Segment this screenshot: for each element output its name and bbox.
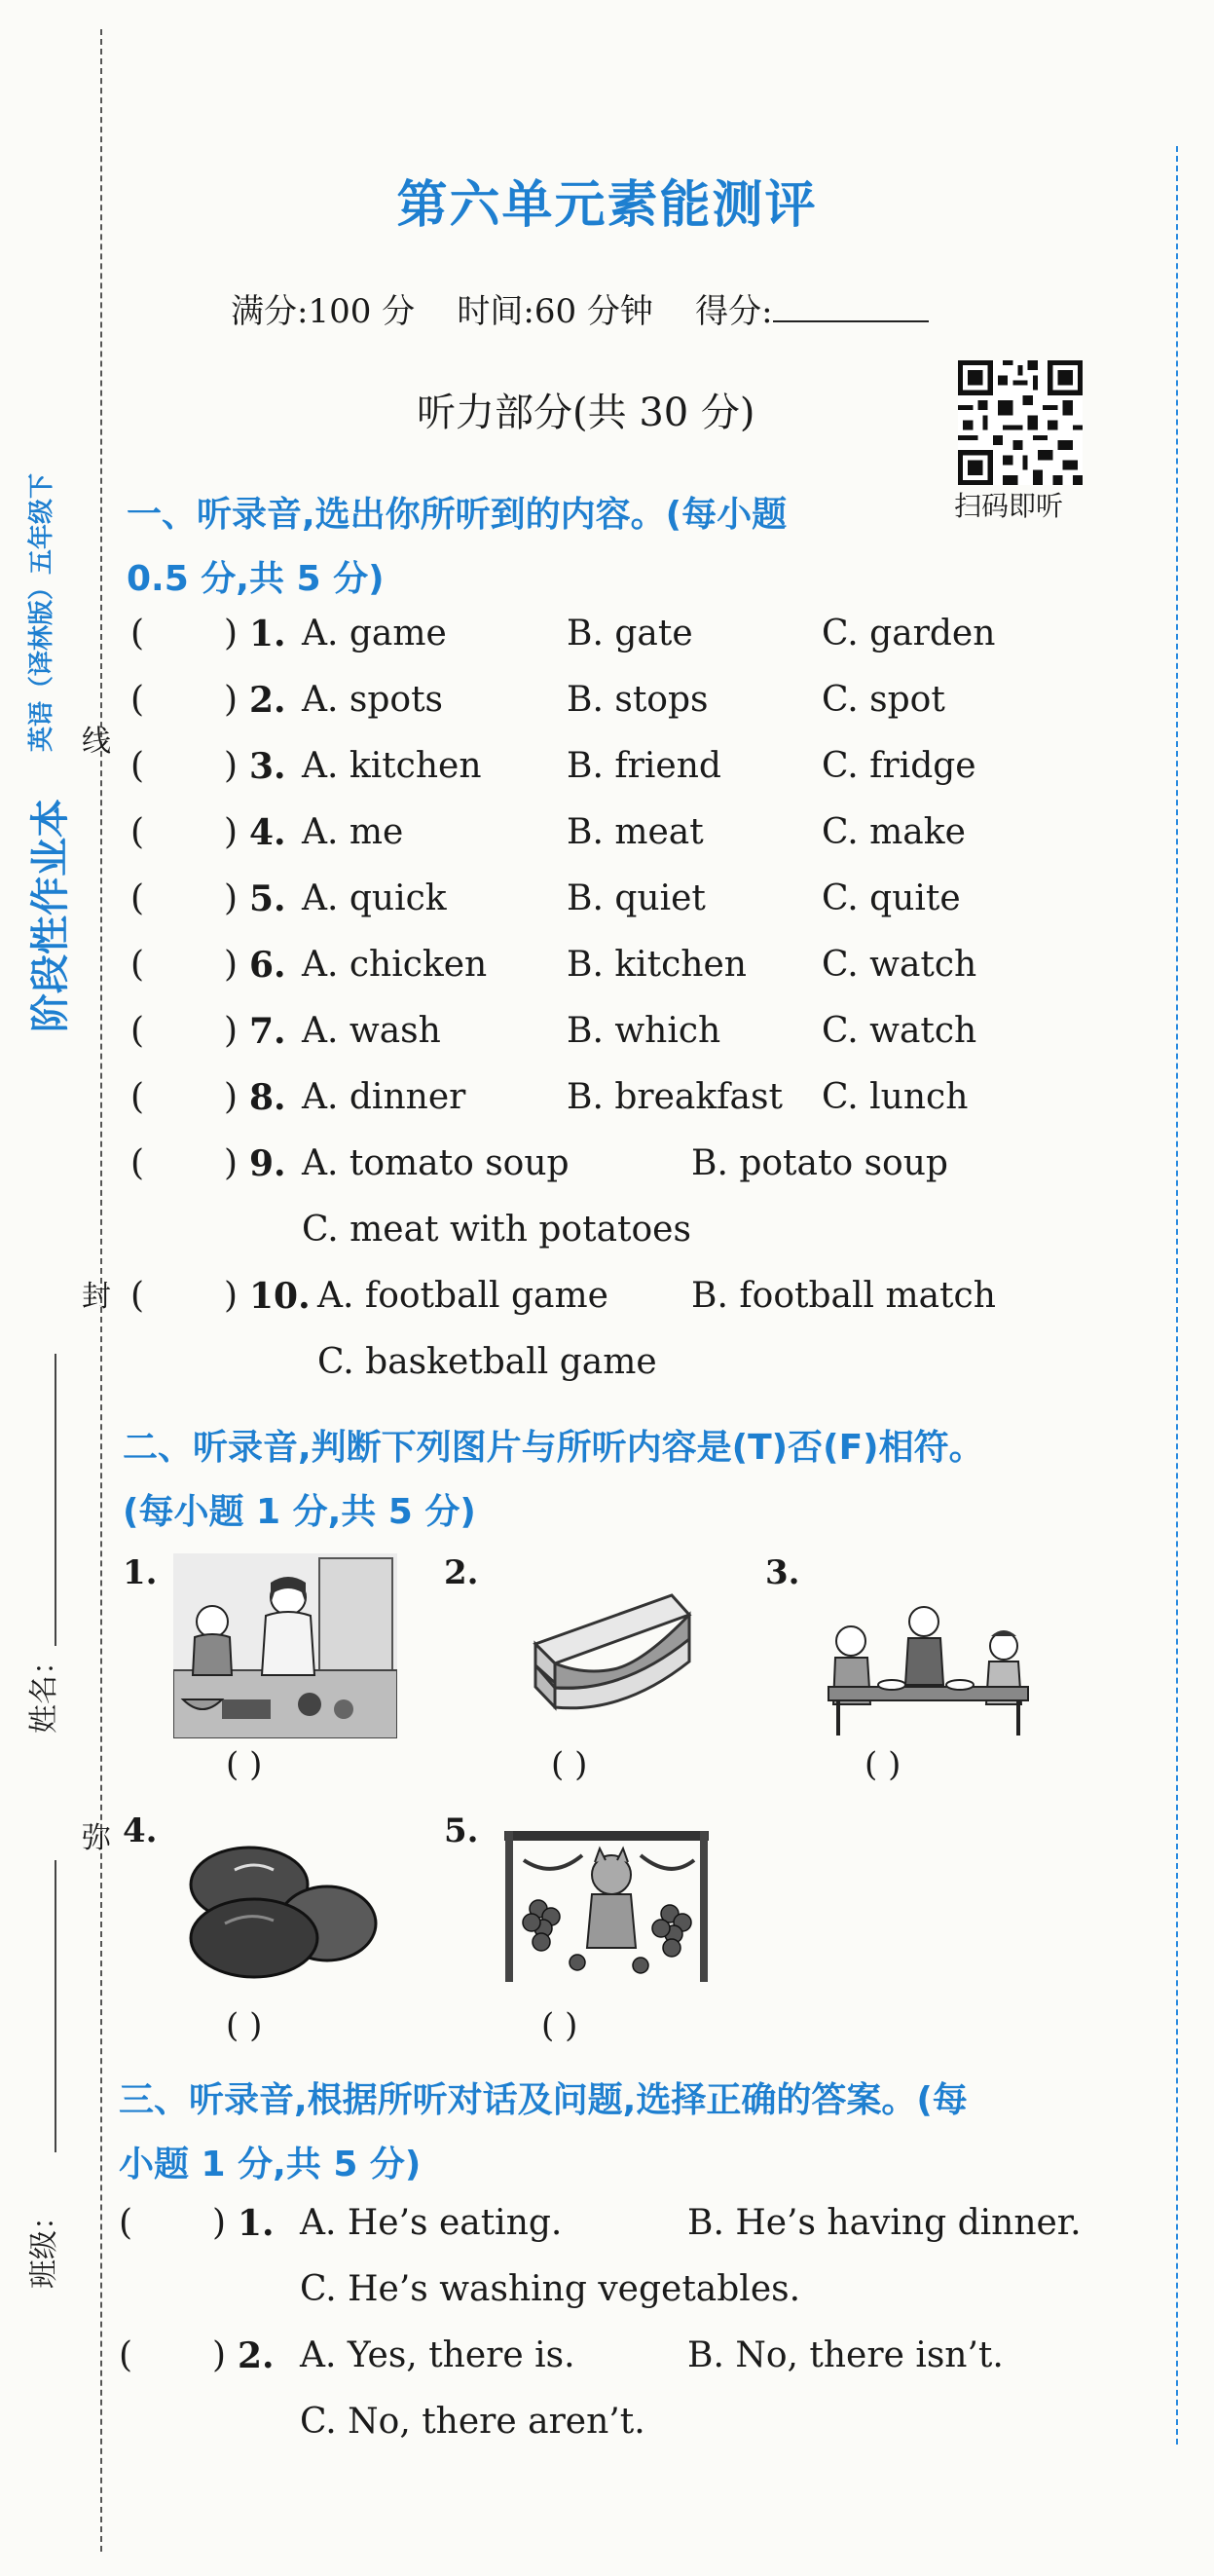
question-number: 3.: [249, 746, 286, 787]
section3-heading-line2: 小题 1 分,共 5 分): [119, 2145, 422, 2184]
option-b: B. friend: [567, 746, 721, 786]
seal-char-line: 线: [82, 725, 111, 759]
option-b: B. He’s having dinner.: [687, 2203, 1082, 2243]
answer-paren-left[interactable]: (: [130, 945, 145, 985]
class-field-label: 班级：: [27, 2201, 61, 2289]
option-b: B. kitchen: [567, 945, 747, 985]
answer-paren-right[interactable]: ): [224, 614, 239, 653]
option-b: B. potato soup: [691, 1143, 948, 1183]
picture-1-label: 1.: [123, 1553, 158, 1592]
option-b: B. football match: [691, 1276, 996, 1316]
answer-paren-left[interactable]: (: [130, 878, 145, 918]
picture-5-answer[interactable]: ( ): [541, 2006, 578, 2045]
option-a: A. chicken: [302, 945, 488, 985]
answer-paren-left[interactable]: (: [130, 1077, 145, 1117]
picture-4-answer[interactable]: ( ): [226, 2006, 263, 2045]
option-a: A. quick: [302, 878, 447, 918]
picture-2-answer[interactable]: ( ): [551, 1745, 588, 1784]
section1-heading-line2: 0.5 分,共 5 分): [127, 559, 385, 599]
page-title: 第六单元素能测评: [396, 176, 818, 235]
option-c: C. meat with potatoes: [302, 1210, 691, 1250]
section2-heading-line1: 二、听录音,判断下列图片与所听内容是(T)否(F)相符。: [123, 1428, 984, 1468]
option-b: B. stops: [567, 680, 709, 720]
book-subtitle-vertical: 英语（译林版）五年级下: [27, 472, 56, 752]
option-a: A. game: [302, 614, 447, 653]
option-c: C. watch: [822, 945, 977, 985]
option-c: C. He’s washing vegetables.: [300, 2269, 801, 2309]
question-number: 9.: [249, 1143, 286, 1184]
option-a: A. me: [302, 812, 404, 852]
option-c: C. No, there aren’t.: [300, 2402, 645, 2442]
option-a: A. kitchen: [302, 746, 482, 786]
name-field-label: 姓名：: [27, 1646, 61, 1734]
option-b: B. quiet: [567, 878, 706, 918]
picture-4-label: 4.: [123, 1811, 158, 1850]
option-c: C. quite: [822, 878, 961, 918]
answer-paren-left[interactable]: (: [130, 746, 145, 786]
answer-paren-right[interactable]: ): [224, 1011, 239, 1051]
question-number: 6.: [249, 945, 286, 986]
question-number: 10.: [249, 1276, 311, 1317]
answer-paren-left[interactable]: (: [130, 1143, 145, 1183]
question-number: 5.: [249, 878, 286, 919]
question-number: 1.: [238, 2203, 275, 2244]
tomatoes-picture: [181, 1841, 381, 1982]
picture-2-label: 2.: [444, 1553, 479, 1592]
answer-paren-right[interactable]: ): [224, 945, 239, 985]
qr-caption: 扫码即听: [954, 490, 1064, 522]
option-a: A. Yes, there is.: [300, 2335, 575, 2375]
option-a: A. dinner: [302, 1077, 466, 1117]
question-number: 2.: [249, 680, 286, 721]
question-number: 4.: [249, 812, 286, 853]
answer-paren-right[interactable]: ): [212, 2203, 227, 2243]
option-b: B. gate: [567, 614, 693, 653]
score-blank[interactable]: [773, 293, 929, 322]
question-number: 8.: [249, 1077, 286, 1118]
name-field-line: [55, 1354, 56, 1646]
picture-3-label: 3.: [765, 1553, 800, 1592]
time-limit: 时间:60 分钟: [457, 292, 653, 331]
score-line: [231, 284, 929, 332]
option-c: C. fridge: [822, 746, 976, 786]
sandwich-picture: [526, 1586, 696, 1717]
option-c: C. spot: [822, 680, 945, 720]
picture-3-answer[interactable]: ( ): [865, 1745, 901, 1784]
section1-heading-line1: 一、听录音,选出你所听到的内容。(每小题: [127, 495, 788, 535]
qr-code-icon[interactable]: [958, 360, 1083, 485]
option-c: C. garden: [822, 614, 996, 653]
option-b: B. No, there isn’t.: [687, 2335, 1004, 2375]
answer-paren-left[interactable]: (: [130, 680, 145, 720]
kitchen-scene-picture: [173, 1553, 397, 1738]
answer-paren-right[interactable]: ): [224, 746, 239, 786]
answer-paren-right[interactable]: ): [212, 2335, 227, 2375]
picture-1-answer[interactable]: ( ): [226, 1745, 263, 1784]
brand-vertical: 阶段性作业本: [28, 799, 73, 1032]
option-c: C. basketball game: [317, 1342, 657, 1382]
question-number: 2.: [238, 2335, 275, 2376]
answer-paren-left[interactable]: (: [119, 2203, 133, 2243]
answer-paren-right[interactable]: ): [224, 878, 239, 918]
score-label: 得分:: [695, 292, 773, 331]
option-b: B. meat: [567, 812, 704, 852]
seal-char-close: 弥: [82, 1821, 111, 1855]
option-b: B. which: [567, 1011, 721, 1051]
section2-heading-line2: (每小题 1 分,共 5 分): [123, 1492, 476, 1532]
answer-paren-left[interactable]: (: [130, 1276, 145, 1316]
section3-heading-line1: 三、听录音,根据所听对话及问题,选择正确的答案。(每: [119, 2080, 968, 2120]
question-number: 1.: [249, 614, 286, 654]
option-a: A. wash: [302, 1011, 441, 1051]
option-a: A. football game: [317, 1276, 608, 1316]
seal-char-seal: 封: [82, 1280, 111, 1314]
listening-section-title: 听力部分(共 30 分): [417, 391, 755, 435]
answer-paren-left[interactable]: (: [119, 2335, 133, 2375]
answer-paren-left[interactable]: (: [130, 614, 145, 653]
full-score: 满分:100 分: [231, 292, 416, 331]
answer-paren-right[interactable]: ): [224, 680, 239, 720]
option-c: C. make: [822, 812, 966, 852]
cat-grapes-picture: [495, 1821, 718, 1987]
family-dinner-picture: [814, 1597, 1038, 1738]
option-a: A. He’s eating.: [300, 2203, 563, 2243]
option-b: B. breakfast: [567, 1077, 783, 1117]
right-border-dashed-line: [1176, 146, 1178, 2445]
option-a: A. spots: [302, 680, 444, 720]
option-c: C. lunch: [822, 1077, 969, 1117]
class-field-line: [55, 1860, 56, 2152]
answer-paren-right[interactable]: ): [224, 1143, 239, 1183]
answer-paren-left[interactable]: (: [130, 1011, 145, 1051]
answer-paren-right[interactable]: ): [224, 1276, 239, 1316]
picture-5-label: 5.: [444, 1811, 479, 1850]
answer-paren-right[interactable]: ): [224, 812, 239, 852]
option-c: C. watch: [822, 1011, 977, 1051]
option-a: A. tomato soup: [302, 1143, 570, 1183]
question-number: 7.: [249, 1011, 286, 1052]
answer-paren-left[interactable]: (: [130, 812, 145, 852]
answer-paren-right[interactable]: ): [224, 1077, 239, 1117]
